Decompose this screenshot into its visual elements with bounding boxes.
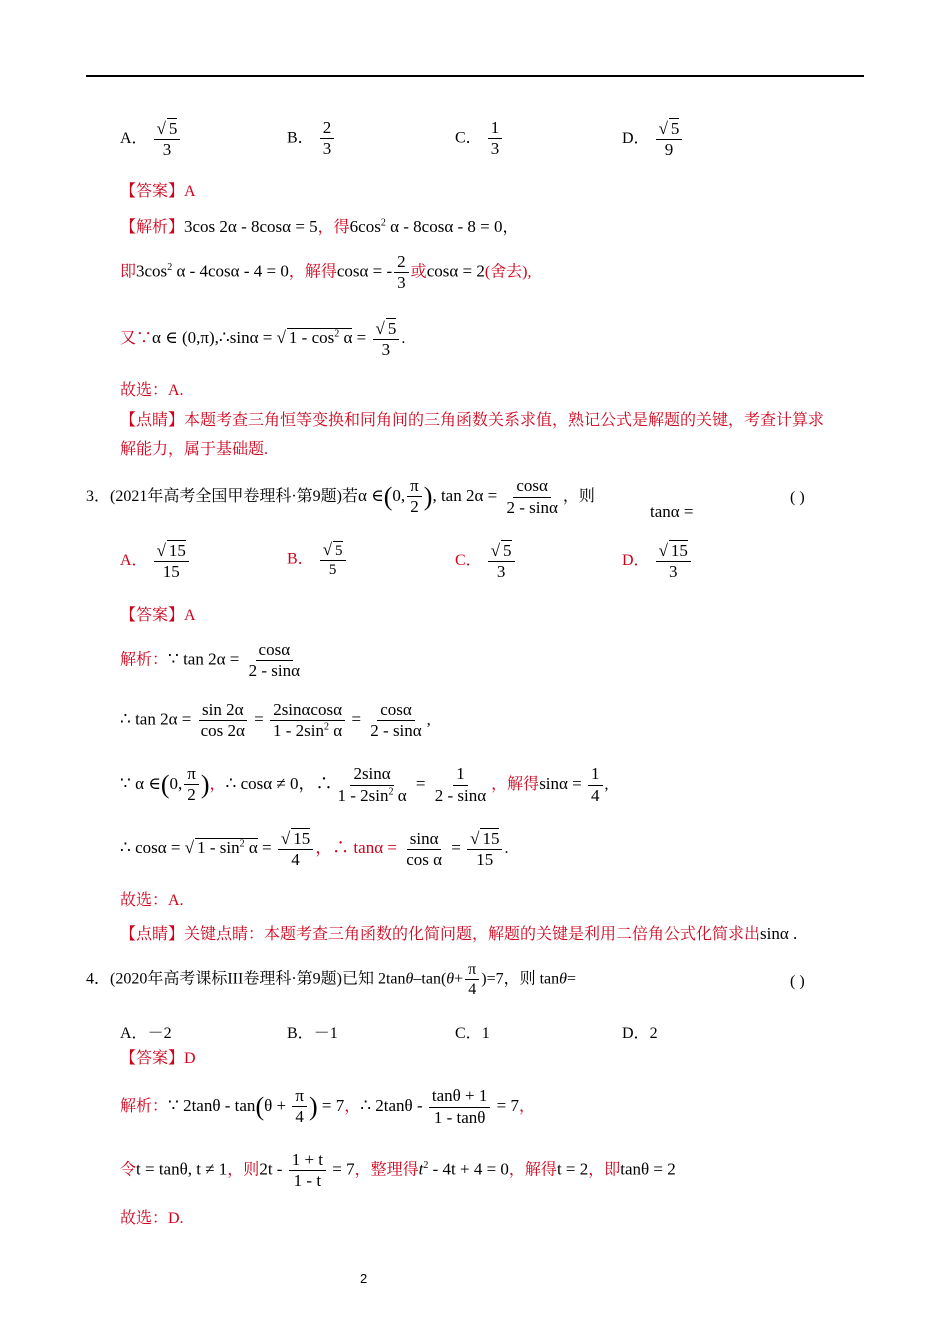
text: (舍去),: [484, 263, 532, 281]
option-label: B．: [287, 1025, 314, 1042]
q3-option-d-den: 3: [668, 562, 678, 582]
q3-stem: 3．(2021年高考全国甲卷理科·第9题)若α ∈(0, $\frac{\pi}{2}$ ), tan 2α = $\frac{\cos\alpha}{2 - \sin\alpha}$ ，则: [86, 476, 595, 517]
equation: α - 8cosα - 8 = 0: [385, 217, 503, 236]
q4-option-a: [120, 1020, 172, 1043]
q2-option-d-num: 5: [670, 119, 680, 138]
option-label: D．: [622, 1025, 650, 1042]
q2-option-d-den: 9: [664, 140, 674, 160]
q3-analysis-line1: [120, 640, 305, 682]
equation: cos 2α: [200, 721, 245, 741]
equation: t = tanθ, t ≠ 1: [136, 1159, 228, 1179]
option-label: D．: [622, 552, 650, 570]
equation: θ: [559, 970, 567, 988]
equation: –tan(: [413, 970, 447, 988]
equation: α: [339, 328, 353, 348]
q4-option-c: [455, 1020, 490, 1043]
q4-stem: [86, 960, 576, 999]
q3-review: [120, 925, 797, 943]
option-label: B．: [287, 129, 314, 147]
text: ，: [518, 1097, 535, 1115]
equation: sinα: [407, 829, 442, 850]
option-label: A．: [120, 552, 148, 570]
equation: cosα: [513, 476, 551, 497]
equation: 4: [291, 850, 300, 870]
q3-option-c-num: 5: [503, 541, 512, 560]
equation: 6cos: [349, 217, 381, 236]
q2-option-c: [455, 118, 504, 160]
text: .: [401, 330, 406, 348]
text: ，: [502, 219, 519, 236]
option-value: 2: [649, 1025, 658, 1042]
q3-option-b: B． $\frac{√ 5}{5}$: [287, 540, 348, 579]
text: ，即: [588, 1161, 621, 1179]
q2-analysis-line3: 又∵α ∈ (0,π),∴sinα = √ $1 - \cos^2 \alpha$ = $\frac{√ 5}{3}$ .: [120, 319, 406, 360]
q4-stem-text: 4．(2020年高考课标III卷理科·第9题)已知 2tan: [86, 970, 406, 988]
equation: 1 - tanθ: [433, 1107, 486, 1127]
text: ，解得: [508, 1161, 557, 1179]
text: ,: [426, 711, 431, 729]
equation: 3cos 2α - 8cosα = 5: [184, 217, 318, 236]
equation: - 4t + 4 = 0: [428, 1159, 509, 1179]
analysis-tag: 解析：: [120, 1097, 169, 1115]
equation: )=7，则 tan: [481, 970, 560, 988]
equation: 1: [453, 764, 468, 785]
equation: 2t -: [259, 1159, 287, 1179]
review-text: 本题考查三角恒等变换和同角间的三角函数关系求值，熟记公式是解题的关键，考查计算求: [184, 412, 825, 429]
equation: = 7: [492, 1095, 519, 1115]
review-text: 关键点睛：本题考查三角函数的化简问题，解题的关键是利用二倍角公式化简求出: [184, 926, 761, 943]
equation: 3cos: [136, 261, 168, 281]
equation: sin 2α: [199, 700, 247, 721]
option-label: A．: [120, 1025, 148, 1042]
option-label: B．: [287, 550, 314, 568]
equation: 2sinα: [350, 764, 393, 785]
q3-answer: [120, 608, 196, 624]
equation: 2: [187, 785, 196, 805]
equation: +: [454, 970, 464, 988]
q3-stem-tail: tanα =: [650, 502, 694, 521]
equation: cosα: [256, 640, 294, 661]
equation: ，∴ tanα =: [315, 838, 402, 858]
equation: 1 - 2sin: [273, 721, 325, 741]
equation: ∴ cosα =: [120, 838, 185, 858]
q3-option-c: C． $\frac{√ 5}{3}$: [455, 540, 517, 583]
q2-option-a: A． $\frac{√ 5}{3}$: [120, 118, 182, 161]
q3-option-a-den: 15: [162, 562, 180, 582]
equation: 2sinαcosα: [270, 700, 345, 721]
equation: t = 2: [556, 1159, 589, 1179]
equation: ，∴: [298, 773, 333, 793]
q4-analysis-line2: 令t = tanθ, t ≠ 1，则2t - $\frac{1 + t}{1 - t}$ = 7，整理得$t^2 - 4t + 4 = 0$，解得t = 2，即tanθ = 2: [120, 1150, 676, 1191]
equation: tanθ + 1: [429, 1086, 491, 1107]
equation: π: [292, 1086, 307, 1107]
equation: cosα: [377, 700, 415, 721]
text: 或: [410, 263, 427, 281]
equation: 4: [591, 785, 600, 805]
q3-answer-blank: ( ): [790, 489, 805, 506]
q4-analysis-line1: 解析：∵ 2tanθ - tan(θ + $\frac{\pi}{4}$ ) = 7，∴ 2tanθ - $\frac{\tan\theta + 1}{1 - \tan\theta}$ = 7，: [120, 1086, 535, 1127]
q2-option-a-num: 5: [168, 119, 178, 138]
equation: ∵ α ∈: [120, 773, 161, 793]
text: 即: [120, 263, 137, 281]
q3-option-b-den: 5: [328, 562, 337, 579]
text: ,: [604, 775, 609, 793]
equation: 1 - cos: [288, 328, 335, 348]
q2-review-line2: 解能力，属于基础题.: [120, 441, 269, 458]
equation: π: [407, 476, 422, 497]
option-label: C．: [455, 552, 482, 570]
equation: t: [418, 1159, 424, 1179]
q2-choose: 故选：A.: [120, 382, 184, 399]
equation: θ: [446, 970, 455, 988]
text: 又∵: [120, 330, 153, 348]
answer-tag: 【答案】: [120, 183, 185, 200]
q3-option-d-num: 15: [670, 541, 688, 560]
q3-option-d: D． $\frac{√ 15}{3}$: [622, 540, 693, 583]
equation: cosα = -: [336, 261, 393, 281]
equation: 15: [482, 829, 500, 848]
text: ，则: [227, 1161, 260, 1179]
q2-option-b-den: 3: [322, 139, 332, 159]
text: .: [504, 840, 509, 858]
equation: =: [352, 328, 371, 348]
equation: π: [465, 960, 479, 980]
option-label: C．: [455, 1025, 482, 1042]
equation: 0,: [169, 773, 183, 793]
equation: α - 4cosα - 4 = 0: [172, 261, 289, 281]
q4-answer-blank: ( ): [790, 973, 805, 990]
equation: =: [411, 773, 430, 793]
q2-option-b-num: 2: [320, 118, 335, 139]
equation: = 7: [328, 1159, 355, 1179]
analysis-tag: 【解析】: [120, 219, 185, 236]
equation: 0,: [392, 485, 406, 505]
q4-option-b: [287, 1020, 338, 1043]
option-label: D．: [622, 130, 650, 148]
equation: 2 - sinα: [434, 785, 487, 805]
text: ，整理得: [354, 1161, 419, 1179]
equation: α ∈: [358, 485, 384, 505]
q4-answer: [120, 1051, 196, 1067]
q3-stem-text: 3．(2021年高考全国甲卷理科·第9题)若: [86, 487, 358, 505]
equation: tanθ = 2: [620, 1159, 676, 1179]
q2-review-line1: [120, 413, 824, 429]
q3-option-c-den: 3: [496, 562, 506, 582]
equation: =: [257, 838, 276, 858]
q3-choose: 故选：A.: [120, 892, 184, 909]
q3-option-a: A． $\frac{√ 15}{15}$: [120, 540, 191, 583]
equation: sinα .: [760, 924, 798, 943]
equation: ∴ cosα ≠ 0: [225, 773, 299, 793]
equation: α: [244, 838, 258, 858]
option-label: A．: [120, 130, 148, 148]
equation: 4: [295, 1107, 304, 1127]
answer-value: D: [184, 1050, 196, 1067]
q3-analysis-line4: ∴ cosα = √ $1 - \sin^2 \alpha$ = $\frac{√ 15}{4}$ ，∴ tanα = $\frac{\sin\alpha}{\text{cos α}}$ = $\frac{√ 15}{15}$ .: [120, 828, 509, 870]
option-value: －1: [313, 1025, 338, 1042]
text: ，: [209, 775, 226, 793]
q4-option-d: [622, 1020, 658, 1043]
equation: sinα =: [539, 773, 587, 793]
equation: 4: [468, 981, 477, 999]
q2-option-d: D． $\frac{√ 5}{9}$: [622, 118, 684, 161]
equation: 2: [410, 497, 419, 517]
text: ，解得: [491, 775, 540, 793]
q2-analysis-line1: 【解析】3cos 2α - 8cosα = 5，得$6\cos^2$ α - 8cosα - 8 = 0，: [120, 217, 519, 236]
answer-value: A: [184, 607, 196, 624]
equation: ∵ 2tanθ - tan: [168, 1095, 256, 1115]
q3-analysis-line3: ∵ α ∈(0, $\frac{\pi}{2}$ )，∴ cosα ≠ 0，∴ $\frac{2\sin\alpha}{1 - 2\sin^2 \alpha}$ = $\frac{1}{2 - \sin\alpha}$ ，解得sinα = $\frac{1}{4}$ ,: [120, 764, 609, 805]
equation: θ +: [264, 1095, 291, 1115]
option-value: 1: [481, 1025, 490, 1042]
equation: 1 - t: [293, 1171, 322, 1191]
page-number: 2: [360, 1271, 368, 1286]
q3-option-a-num: 15: [168, 541, 186, 560]
review-tag: 【点睛】: [120, 926, 185, 943]
q2-option-a-den: 3: [162, 140, 172, 160]
analysis-tag: 解析：: [120, 651, 169, 669]
equation: =: [249, 709, 269, 729]
equation: θ: [405, 970, 414, 988]
equation: =: [447, 838, 466, 858]
equation: 1 - 2sin: [337, 785, 389, 805]
text: ，: [344, 1097, 361, 1115]
option-label: C．: [455, 129, 482, 147]
q4-choose: 故选：D.: [120, 1210, 184, 1227]
equation: ∵ tan 2α =: [168, 649, 244, 669]
q2-option-b: [287, 118, 336, 160]
equation: 1 - sin: [197, 838, 240, 858]
answer-value: A: [184, 183, 196, 200]
equation: cosα = 2: [426, 261, 485, 281]
equation: 15: [293, 829, 311, 848]
equation: 2 - sinα: [248, 661, 301, 681]
equation: = 7: [317, 1095, 345, 1115]
q3-analysis-line2: ∴ tan 2α = $\frac{\sin 2\alpha}{\cos 2\alpha}$ = $\frac{2\sin\alpha\cos\alpha}{1 - 2\sin^2 \alpha}$ = $\frac{\cos\alpha}{2 - \sin\alpha}$ ,: [120, 700, 431, 741]
answer-tag: 【答案】: [120, 607, 185, 624]
text: 令: [120, 1161, 137, 1179]
q2-option-c-den: 3: [490, 139, 500, 159]
header-rule: [86, 75, 864, 77]
q2-option-c-num: 1: [488, 118, 503, 139]
answer-tag: 【答案】: [120, 1050, 185, 1067]
text: ，则: [562, 487, 595, 505]
equation: ∴ 2tanθ -: [360, 1095, 427, 1115]
text: ，得: [317, 219, 350, 236]
equation: 15: [476, 850, 494, 870]
equation: cos α: [406, 849, 443, 869]
q2-analysis-line2: 即$3\cos^2$ α - 4cosα - 4 = 0，解得cosα = - $\frac{2}{3}$ 或cosα = 2(舍去),: [120, 252, 532, 293]
q2-answer: [120, 184, 196, 200]
equation: 2 - sinα: [370, 721, 422, 741]
equation: α ∈ (0,π),∴sinα =: [152, 328, 277, 348]
equation: ∴ tan 2α =: [120, 709, 196, 729]
equation: 1: [588, 764, 603, 785]
equation: 1 + t: [289, 1150, 326, 1171]
q3-option-b-num: 5: [335, 543, 343, 559]
equation: π: [184, 764, 199, 785]
review-tag: 【点睛】: [120, 412, 185, 429]
text: ，解得: [288, 263, 337, 281]
equation: =: [347, 709, 366, 729]
equation: =: [567, 970, 577, 988]
option-value: －2: [147, 1025, 172, 1042]
equation: 2 - sinα: [506, 497, 558, 517]
equation: , tan 2α =: [432, 485, 502, 505]
